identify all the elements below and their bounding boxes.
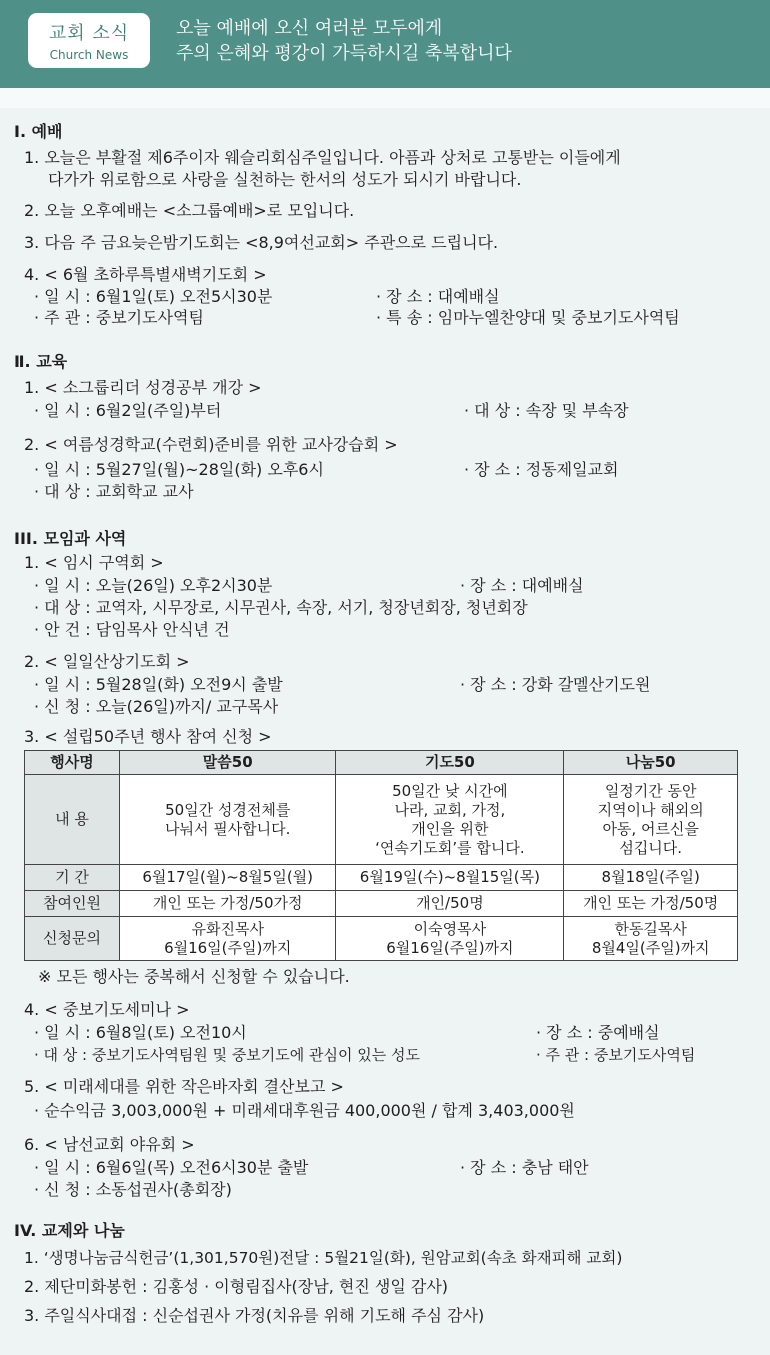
table-cell-word50-period: 6월17일(월)~8월5일(월) xyxy=(120,865,336,891)
worship-item-4-date: · 일 시 : 6월1일(토) 오전5시30분 xyxy=(34,287,273,306)
table-cell-label-participants: 참여인원 xyxy=(25,891,120,917)
table-header-prayer50: 기도50 xyxy=(336,751,564,775)
table-cell-prayer50-period: 6월19일(수)~8월15일(목) xyxy=(336,865,564,891)
cell-line: 나라, 교회, 가정, xyxy=(394,800,506,819)
ministry-item-6-date: · 일 시 : 6월6일(목) 오전6시30분 출발 xyxy=(34,1158,309,1177)
table-cell-word50-participants: 개인 또는 가정/50가정 xyxy=(120,891,336,917)
table-cell-sharing50-content xyxy=(564,775,738,865)
education-item-2-date: · 일 시 : 5월27일(월)~28일(화) 오후6시 xyxy=(34,460,324,479)
ministry-item-4-date: · 일 시 : 6월8일(토) 오전10시 xyxy=(34,1023,247,1042)
worship-item-4-special: · 특 송 : 임마누엘찬양대 및 중보기도사역팀 xyxy=(376,308,680,327)
education-item-2: 2. < 여름성경학교(수련회)준비를 위한 교사강습회 > xyxy=(24,435,398,454)
worship-item-1-line-2: 다가가 위로함으로 사랑을 실천하는 한서의 성도가 되시기 바랍니다. xyxy=(48,170,522,189)
ministry-item-4-host: · 주 관 : 중보기도사역팀 xyxy=(536,1046,696,1064)
cell-line: 나눠서 필사합니다. xyxy=(164,819,291,838)
greeting-line-1: 오늘 예배에 오신 여러분 모두에게 xyxy=(176,18,443,39)
ministry-item-1-date: · 일 시 : 오늘(26일) 오후2시30분 xyxy=(34,576,273,595)
church-news-badge xyxy=(28,13,150,68)
table-cell-label-content: 내 용 xyxy=(25,775,120,865)
cell-line: 6월16일(주일)까지 xyxy=(386,938,514,957)
section-title-education: Ⅱ. 교육 xyxy=(14,352,68,371)
table-cell-prayer50-content xyxy=(336,775,564,865)
ministry-item-3: 3. < 설립50주년 행사 참여 신청 > xyxy=(24,727,272,746)
cell-line: 한동길목사 xyxy=(614,919,687,938)
greeting-line-2: 주의 은혜와 평강이 가득하시길 축복합니다 xyxy=(176,43,512,64)
ministry-item-5: 5. < 미래세대를 위한 작은바자회 결산보고 > xyxy=(24,1077,344,1096)
table-cell-prayer50-participants: 개인/50명 xyxy=(336,891,564,917)
ministry-item-2-place: · 장 소 : 강화 갈멜산기도원 xyxy=(460,675,651,694)
education-item-2-place: · 장 소 : 정동제일교회 xyxy=(464,460,619,479)
education-item-1: 1. < 소그룹리더 성경공부 개강 > xyxy=(24,378,262,397)
cell-line: 섬깁니다. xyxy=(619,838,683,857)
table-cell-word50-content xyxy=(120,775,336,865)
ministry-item-6-apply: · 신 청 : 소동섭권사(총회장) xyxy=(34,1180,232,1199)
education-item-1-target: · 대 상 : 속장 및 부속장 xyxy=(464,401,629,420)
worship-item-2: 2. 오늘 오후예배는 <소그룹예배>로 모입니다. xyxy=(24,201,355,220)
table-note: ※ 모든 행사는 중복해서 신청할 수 있습니다. xyxy=(38,967,350,986)
table-header-sharing50: 나눔50 xyxy=(564,751,738,775)
table-cell-label-inquiry: 신청문의 xyxy=(25,917,120,961)
ministry-item-1-place: · 장 소 : 대예배실 xyxy=(460,576,584,595)
table-cell-sharing50-inquiry xyxy=(564,917,738,961)
cell-line: 지역이나 해외의 xyxy=(597,800,704,819)
worship-item-1-line-1: 1. 오늘은 부활절 제6주이자 웨슬리회심주일입니다. 아픔과 상처로 고통받는 이들에게 xyxy=(24,148,621,167)
section-title-worship: Ⅰ. 예배 xyxy=(14,122,63,141)
table-row-content xyxy=(25,775,738,865)
cell-line: 이숙영목사 xyxy=(413,919,487,938)
cell-line: 8월4일(주일)까지 xyxy=(591,938,710,957)
table-cell-label-period: 기 간 xyxy=(25,865,120,891)
education-item-1-date: · 일 시 : 6월2일(주일)부터 xyxy=(34,401,222,420)
ministry-item-2-apply: · 신 청 : 오늘(26일)까지/ 교구목사 xyxy=(34,697,279,716)
badge-title-en: Church News xyxy=(49,48,129,62)
table-header-row xyxy=(25,751,738,775)
fellowship-item-1: 1. ‘생명나눔금식헌금’(1,301,570원)전달 : 5월21일(화), 원암교회(속초 화재피해 교회) xyxy=(24,1249,623,1267)
worship-item-4-place: · 장 소 : 대예배실 xyxy=(376,287,500,306)
fellowship-item-2: 2. 제단미화봉헌 : 김홍성 · 이형림집사(장남, 현진 생일 감사) xyxy=(24,1277,449,1296)
ministry-item-1: 1. < 임시 구역회 > xyxy=(24,553,164,572)
table-cell-prayer50-inquiry xyxy=(336,917,564,961)
ministry-item-4-place: · 장 소 : 중예배실 xyxy=(536,1023,660,1042)
cell-line: 개인을 위한 xyxy=(411,819,489,838)
header-divider xyxy=(0,88,770,108)
education-item-2-target: · 대 상 : 교회학교 교사 xyxy=(34,482,194,501)
cell-line: 50일간 성경전체를 xyxy=(165,800,291,819)
fellowship-item-3: 3. 주일식사대접 : 신순섭권사 가정(치유를 위해 기도해 주심 감사) xyxy=(24,1306,485,1325)
ministry-item-6: 6. < 남선교회 야유회 > xyxy=(24,1135,195,1154)
section-title-fellowship: IV. 교제와 나눔 xyxy=(14,1221,125,1240)
worship-item-3: 3. 다음 주 금요늦은밤기도회는 <8,9여선교회> 주관으로 드립니다. xyxy=(24,233,499,252)
cell-line: 일정기간 동안 xyxy=(604,781,697,800)
table-cell-sharing50-participants: 개인 또는 가정/50명 xyxy=(564,891,738,917)
table-header-event: 행사명 xyxy=(25,751,120,775)
cell-line: 아동, 어르신을 xyxy=(602,819,699,838)
cell-line: 6월16일(주일)까지 xyxy=(164,938,292,957)
header-banner xyxy=(0,0,770,88)
ministry-item-2-date: · 일 시 : 5월28일(화) 오전9시 출발 xyxy=(34,675,283,694)
table-cell-sharing50-period: 8월18일(주일) xyxy=(564,865,738,891)
ministry-item-4: 4. < 중보기도세미나 > xyxy=(24,1000,190,1019)
table-row-participants xyxy=(25,891,738,917)
table-header-word50: 말씀50 xyxy=(120,751,336,775)
worship-item-4-host: · 주 관 : 중보기도사역팀 xyxy=(34,308,204,327)
ministry-item-4-target: · 대 상 : 중보기도사역팀원 및 중보기도에 관심이 있는 성도 xyxy=(34,1046,421,1064)
cell-line: ‘연속기도회’를 합니다. xyxy=(375,838,525,857)
table-row-inquiry xyxy=(25,917,738,961)
ministry-item-1-agenda: · 안 건 : 담임목사 안식년 건 xyxy=(34,620,230,639)
anniversary-events-table xyxy=(24,750,738,961)
section-title-ministry: III. 모임과 사역 xyxy=(14,529,127,548)
cell-line: 50일간 낮 시간에 xyxy=(392,781,508,800)
header-greeting xyxy=(176,16,512,66)
badge-title-ko: 교회 소식 xyxy=(48,23,130,44)
ministry-item-2: 2. < 일일산상기도회 > xyxy=(24,652,190,671)
worship-item-4: 4. < 6월 초하루특별새벽기도회 > xyxy=(24,265,267,284)
ministry-item-1-target: · 대 상 : 교역자, 시무장로, 시무권사, 속장, 서기, 청장년회장, 청년회장 xyxy=(34,598,528,617)
ministry-item-6-place: · 장 소 : 충남 태안 xyxy=(460,1158,589,1177)
table-row-period xyxy=(25,865,738,891)
ministry-item-5-detail: · 순수익금 3,003,000원 + 미래세대후원금 400,000원 / 합계 3,403,000원 xyxy=(34,1101,575,1120)
table-cell-word50-inquiry xyxy=(120,917,336,961)
cell-line: 유화진목사 xyxy=(191,919,264,938)
